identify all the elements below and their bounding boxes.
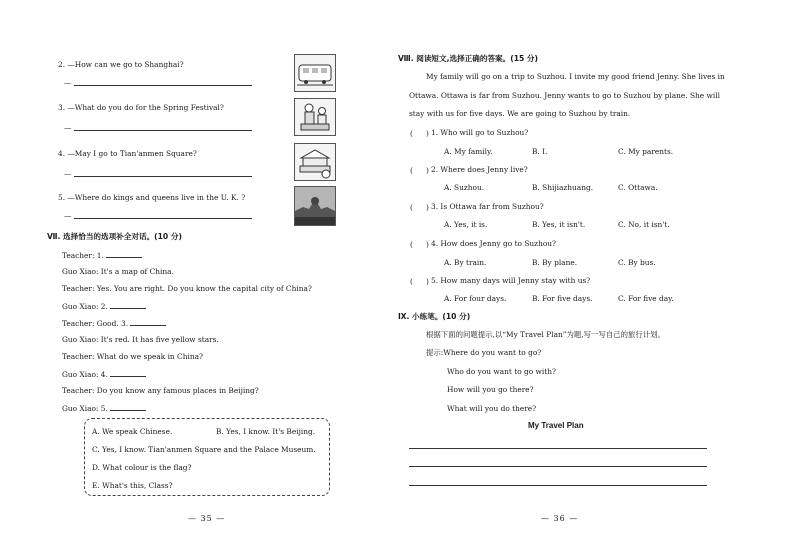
section-7-title: Ⅶ. 选择恰当的选项补全对话。(10 分) [47, 232, 182, 241]
mc-question-text: 4. How does Jenny go to Suzhou? [431, 239, 556, 248]
answer-dash: — [64, 78, 72, 87]
mc-option-a: A. Suzhou. [444, 183, 485, 192]
answer-dash: — [64, 123, 72, 132]
mc-option-b: B. Yes, it isn't. [532, 220, 586, 229]
dialog-line: Guo Xiao: It's a map of China. [62, 267, 174, 276]
palace-photo [294, 186, 336, 226]
family-image [294, 98, 336, 136]
answer-paren-open[interactable]: ( [410, 240, 413, 249]
answer-blank[interactable] [110, 370, 146, 377]
writing-prompt: 根据下面的问题提示,以“My Travel Plan”为题,写一写自己的旅行计划。 [426, 330, 665, 339]
option-b: B. Yes, I know. It's Beijing. [216, 427, 316, 436]
mc-option-a: A. By train. [444, 258, 487, 267]
dialog-text: Guo Xiao: 5. [62, 404, 108, 413]
answer-paren-close: ) [426, 240, 429, 249]
option-a: A. We speak Chinese. [92, 427, 173, 436]
hint-item: How will you go there? [447, 385, 534, 394]
answer-paren-open[interactable]: ( [410, 203, 413, 212]
page-number-left: — 35 — [188, 514, 226, 523]
answer-dash: — [64, 211, 72, 220]
answer-dash: — [64, 169, 72, 178]
writing-line[interactable] [409, 485, 707, 486]
mc-question-text: 3. Is Ottawa far from Suzhou? [431, 202, 544, 211]
section-9-title: Ⅸ. 小练笔。(10 分) [398, 312, 471, 321]
dialog-line [62, 370, 146, 378]
mc-option-b: B. By plane. [532, 258, 578, 267]
answer-line[interactable] [74, 85, 252, 86]
writing-line[interactable] [409, 448, 707, 449]
mc-option-a: A. Yes, it is. [444, 220, 488, 229]
answer-line[interactable] [74, 218, 252, 219]
answer-paren-close: ) [426, 203, 429, 212]
mc-option-c: C. By bus. [618, 258, 656, 267]
passage-line: Ottawa. Ottawa is far from Suzhou. Jenny wants to go to Suzhou by plane. She will [409, 91, 720, 100]
mc-option-b: B. Shijiazhuang. [532, 183, 594, 192]
dialog-line [62, 251, 142, 259]
mc-option-b: B. I. [532, 147, 548, 156]
answer-blank[interactable] [110, 302, 146, 309]
answer-paren-open[interactable]: ( [410, 129, 413, 138]
answer-blank[interactable] [130, 319, 166, 326]
dialog-text: Guo Xiao: 2. [62, 302, 108, 311]
mc-option-c: C. My parents. [618, 147, 674, 156]
answer-paren-open[interactable]: ( [410, 166, 413, 175]
mc-option-a: A. My family. [444, 147, 493, 156]
question-4-text: 4. —May I go to Tian'anmen Square? [58, 149, 197, 158]
mc-option-c: C. For five day. [618, 294, 674, 303]
option-d: D. What colour is the flag? [92, 463, 192, 472]
answer-blank[interactable] [110, 404, 146, 411]
answer-paren-close: ) [426, 129, 429, 138]
question-3-text: 3. —What do you do for the Spring Festival? [58, 103, 224, 112]
mc-option-c: C. No, it isn't. [618, 220, 670, 229]
hint-item: What will you do there? [447, 404, 537, 413]
page-number-right: — 36 — [541, 514, 579, 523]
mc-option-c: C. Ottawa. [618, 183, 658, 192]
dialog-text: Teacher: 1. [62, 251, 104, 260]
essay-title: My Travel Plan [528, 421, 584, 430]
answer-paren-open[interactable]: ( [410, 277, 413, 286]
dialog-line: Guo Xiao: It's red. It has five yellow stars. [62, 335, 219, 344]
question-5-text: 5. —Where do kings and queens live in the U. K. ? [58, 193, 246, 202]
dialog-line: Teacher: Yes. You are right. Do you know the capital city of China? [62, 284, 312, 293]
mc-question-text: 2. Where does Jenny live? [431, 165, 528, 174]
hint-label: 提示:Where do you want to go? [426, 348, 542, 357]
dialog-text: Guo Xiao: 4. [62, 370, 108, 379]
answer-line[interactable] [74, 130, 252, 131]
passage-line: My family will go on a trip to Suzhou. I invite my good friend Jenny. She lives in [426, 72, 725, 81]
question-2-text: 2. —How can we go to Shanghai? [58, 60, 184, 69]
option-c: C. Yes, I know. Tian'anmen Square and the Palace Museum. [92, 445, 316, 454]
dialog-line: Teacher: What do we speak in China? [62, 352, 203, 361]
tiananmen-image [294, 143, 336, 181]
dialog-text: Teacher: Good. 3. [62, 319, 129, 328]
mc-option-a: A. For four days. [444, 294, 507, 303]
dialog-line [62, 319, 166, 327]
mc-question-text: 5. How many days will Jenny stay with us? [431, 276, 591, 285]
mc-question-text: 1. Who will go to Suzhou? [431, 128, 529, 137]
answer-paren-close: ) [426, 166, 429, 175]
option-e: E. What's this, Class? [92, 481, 173, 490]
dialog-line [62, 302, 146, 310]
answer-blank[interactable] [106, 251, 142, 258]
dialog-line [62, 404, 146, 412]
mc-option-b: B. For five days. [532, 294, 593, 303]
dialog-line: Teacher: Do you know any famous places in Beijing? [62, 386, 259, 395]
train-image [294, 54, 336, 92]
writing-line[interactable] [409, 466, 707, 467]
hint-item: Who do you want to go with? [447, 367, 556, 376]
answer-line[interactable] [74, 176, 252, 177]
answer-paren-close: ) [426, 277, 429, 286]
passage-line: stay with us for five days. We are going to Suzhou by train. [409, 109, 631, 118]
section-8-title: Ⅷ. 阅读短文,选择正确的答案。(15 分) [398, 54, 538, 63]
